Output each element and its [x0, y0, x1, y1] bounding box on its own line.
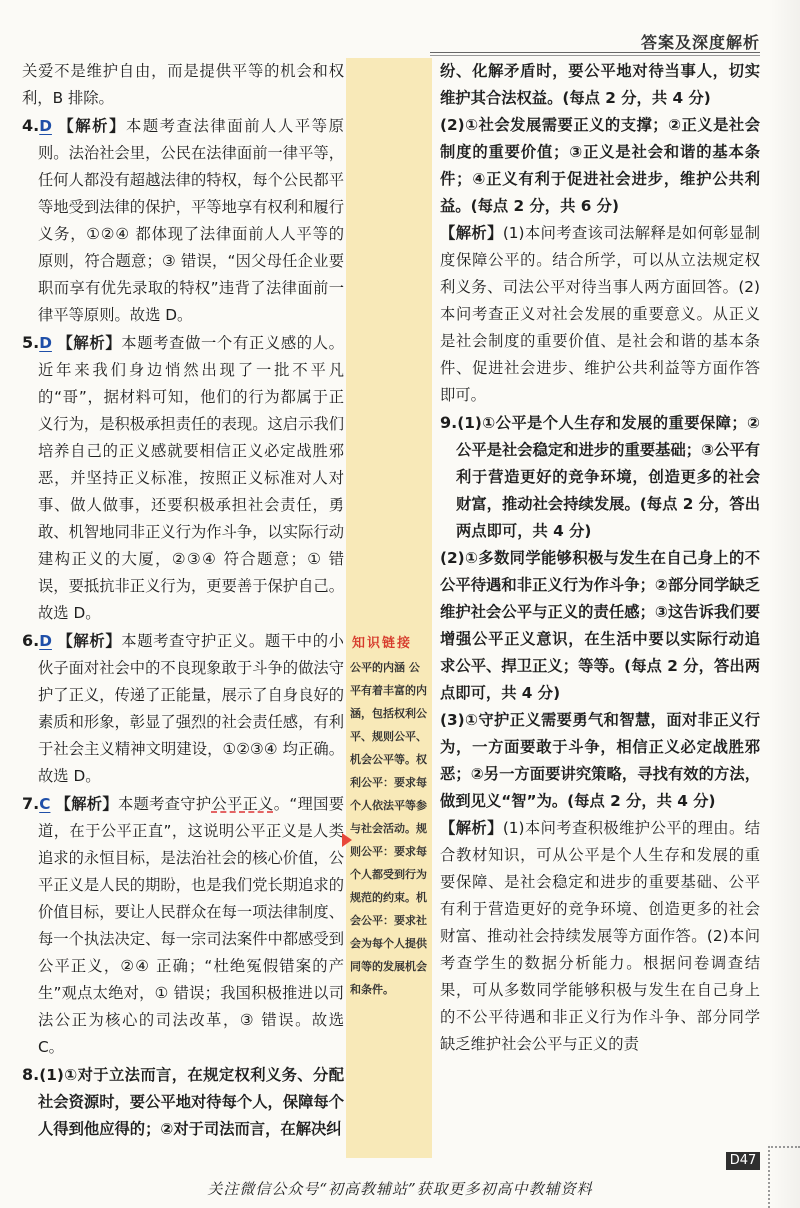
analysis-8	[440, 220, 760, 409]
answer-9-3: (3)①守护正义需要勇气和智慧，面对非正义行为，一方面要敢于斗争，相信正义必定战胜邪恶；②另一方面要讲究策略，寻找有效的方法，做到见义“智”为。(每点 2 分，共 4 分)	[440, 711, 760, 810]
answer-text: (1)①对于立法而言，在规定权利义务、分配社会资源时，要公平地对待每个人，保障每个人得到他应得的；②对于司法而言，在解决纠	[38, 1066, 344, 1138]
answer-8-1-continued: 纷、化解矛盾时，要公平地对待当事人，切实维护其合法权益。(每点 2 分，共 4 分)	[440, 62, 760, 107]
analysis-9	[440, 815, 760, 1058]
analysis-tag: 【解析】	[57, 632, 122, 650]
analysis-text: (1)本问考查积极维护公平的理由。结合教材知识，可从公平是个人生存和发展的重要保障、是社会稳定和进步的重要基础、公平有利于营造更好的竞争环境、创造更多的社会财富、推动社会持续发展等方面作答。(2)本问考查学生的数据分析能力。根据问卷调查结果，可从多数同学能够积极与发生在自己身上的不公平待遇和非正义行为作斗争、部分同学缺乏维护社会公平与正义的责	[440, 819, 760, 1053]
question-number: 5.	[22, 333, 40, 352]
question-number: 8.	[22, 1065, 40, 1084]
analysis-tag: 【解析】	[440, 819, 503, 837]
answer-letter: D	[39, 334, 52, 352]
page-header-title: 答案及深度解析	[640, 33, 760, 52]
highlighted-term: 公平正义	[211, 795, 274, 813]
question-5	[22, 329, 344, 627]
analysis-text: 本题考查法律面前人人平等原则。法治社会里，公民在法律面前一律平等，任何人都没有超越法律的特权，每个公民都平等地受到法律的保护，平等地享有权利和履行义务，①②④ 都体现了法律面前人人平等的原则，符合题意；③ 错误，“因父母任企业要职而享有优先录取的特权”违背了法律面前一律平等原则。故选 D。	[38, 117, 344, 324]
analysis-text: 本题考查守护正义。题干中的小伙子面对社会中的不良现象敢于斗争的做法守护了正义，传递了正能量，展示了自身良好的素质和形象，彰显了强烈的社会责任感，有利于社会主义精神文明建设，①②③④ 均正确。故选 D。	[38, 632, 344, 785]
question-4	[22, 112, 344, 329]
question-6	[22, 627, 344, 790]
left-column	[22, 58, 344, 1143]
answer-9-2: (2)①多数同学能够积极与发生在自己身上的不公平待遇和非正义行为作斗争；②部分同学缺乏维护社会公平与正义的责任感；③这告诉我们要增强公平正义意识，在生活中要以实际行动追求公平、捍卫正义；等等。(每点 2 分，答出两点即可，共 4 分)	[440, 549, 760, 702]
question-number: 7.	[22, 794, 40, 813]
question-number: 9.	[440, 413, 458, 432]
analysis-text-a: 本题考查守护	[117, 795, 212, 813]
analysis-tag: 【解析】	[58, 117, 126, 135]
footer-note: 关注微信公众号“初高教辅站”获取更多初高中教辅资料	[207, 1180, 593, 1198]
answer-8-2: (2)①社会发展需要正义的支撑；②正义是社会制度的重要价值；③正义是社会和谐的基本条件；④正义有利于促进社会进步，维护公共利益。(每点 2 分，共 6 分)	[440, 116, 760, 215]
question-number: 4.	[22, 116, 40, 135]
analysis-tag: 【解析】	[440, 224, 503, 242]
analysis-text-b: 。“理国要道，在于公平正直”，这说明公平正义是人类追求的永恒目标，是法治社会的核心价值，公平正义是人民的期盼，也是我们党长期追求的价值目标，要让人民群众在每一项法律制度、每一个执法决定、每一宗司法案件中都感受到公平正义，②④ 正确；“杜绝冤假错案的产生”观点太绝对，① 错误；我国积极推进以司法公正为核心的司法改革，③ 错误。故选 C。	[38, 795, 344, 1056]
analysis-tag: 【解析】	[55, 795, 118, 813]
analysis-text: (1)本问考查该司法解释是如何彰显制度保障公平的。结合所学，可以从立法规定权利义务、司法公平对待当事人两方面回答。(2)本问考查正义对社会发展的重要意义。从正义是社会制度的重要价值、是社会和谐的基本条件、促进社会进步、维护公共利益等方面作答即可。	[440, 224, 760, 404]
paragraph-continued: 关爱不是维护自由，而是提供平等的机会和权利，B 排除。	[22, 62, 344, 107]
answer-9-1	[440, 409, 760, 545]
analysis-tag: 【解析】	[57, 334, 122, 352]
page-edge-shadow	[770, 0, 800, 1208]
header-rule	[430, 52, 760, 53]
answer-letter: D	[39, 117, 52, 135]
pointer-arrow-icon	[342, 833, 352, 847]
header-rule-2	[430, 55, 760, 56]
right-column	[440, 58, 760, 1058]
sidebar-title: 知识链接	[352, 636, 413, 651]
question-number: 6.	[22, 631, 40, 650]
analysis-text: 本题考查做一个有正义感的人。近年来我们身边悄然出现了一批不平凡的“哥”，据材料可知，他们的行为都属于正义行为，是积极承担责任的表现。这启示我们培养自己的正义感就要相信正义必定战胜邪恶，并坚持正义标准，按照正义标准对人对事、做人做事，还要积极承担社会责任，勇敢、机智地同非正义行为作斗争，以实际行动建构正义的大厦，②③④ 符合题意；① 错误，要抵抗非正义行为，更要善于保护自己。故选 D。	[38, 334, 344, 622]
question-7	[22, 790, 344, 1061]
answer-text: (1)①公平是个人生存和发展的重要保障；②公平是社会稳定和进步的重要基础；③公平有利于营造更好的竞争环境，创造更多的社会财富，推动社会持续发展。(每点 2 分，答出两点即可，共 4 分)	[456, 414, 760, 540]
page-number: D47	[726, 1152, 760, 1170]
answer-letter: D	[39, 632, 52, 650]
sidebar-text: 公平的内涵 公平有着丰富的内涵，包括权利公平、规则公平、机会公平等。权利公平：要求每个人依法平等参与社会活动。规则公平：要求每个人都受到行为规范的约束。机会公平：要求社会为每个人提供同等的发展机会和条件。	[350, 661, 427, 996]
answer-letter: C	[39, 795, 51, 813]
question-8	[22, 1061, 344, 1143]
